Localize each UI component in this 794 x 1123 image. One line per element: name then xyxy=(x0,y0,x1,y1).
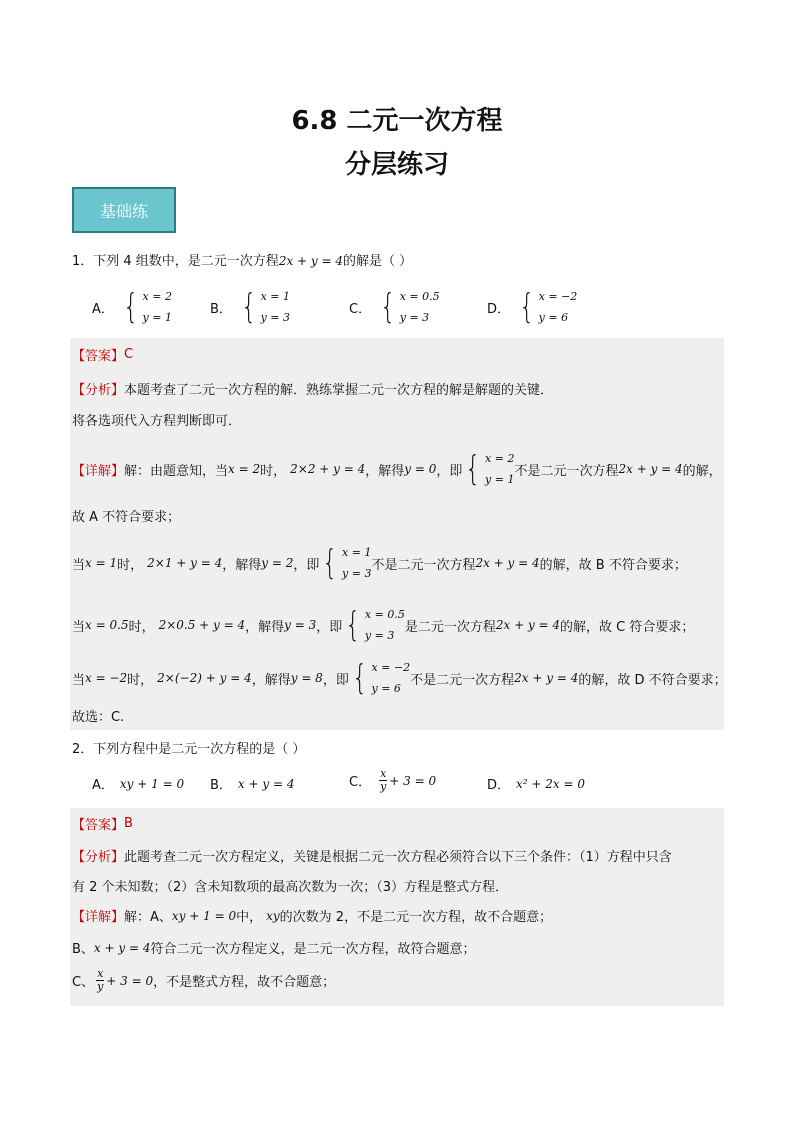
section-badge: 基础练 xyxy=(72,187,176,233)
calculation: 2×0.5 + y = 4 xyxy=(158,618,246,632)
solution: y = 0 xyxy=(404,462,437,476)
solution: y = 8 xyxy=(290,671,323,685)
system-y: y = 6 xyxy=(371,682,401,695)
page-title: 6.8 二元一次方程 xyxy=(291,106,503,136)
equation: + 3 = 0 xyxy=(106,973,154,988)
detail-text: 的解，故 C 符合要求； xyxy=(560,619,695,635)
system-y: y = 3 xyxy=(342,567,372,580)
question-1-option-b xyxy=(210,286,290,328)
analysis-text: 将各选项代入方程判断即可． xyxy=(72,414,242,429)
conclusion-text: 故选：C. xyxy=(72,710,125,725)
detail-text: 当 xyxy=(72,557,86,573)
left-brace-icon: { xyxy=(322,543,338,583)
system-x: x = 1 xyxy=(260,290,290,303)
question-1-detail-line-4 xyxy=(72,657,727,699)
detail-text: 是二元一次方程 xyxy=(404,619,496,635)
option-label: A． xyxy=(92,778,114,793)
left-brace-icon: { xyxy=(519,287,535,327)
system-x: x = 2 xyxy=(142,290,172,303)
question-1-analysis-line-2 xyxy=(72,410,241,429)
answer-tag: 【答案】 xyxy=(72,349,125,364)
condition: x = 0.5 xyxy=(85,618,129,632)
detail-text: 中， xyxy=(236,910,263,925)
page-subtitle: 分层练习 xyxy=(344,150,449,180)
option-label: D． xyxy=(487,778,511,793)
option-label: D． xyxy=(487,301,511,317)
condition: x = 1 xyxy=(85,556,118,570)
left-brace-icon: { xyxy=(345,605,361,645)
detail-text: 时， xyxy=(128,619,155,635)
detail-text: 时， xyxy=(260,463,287,479)
question-1-stem xyxy=(72,250,412,269)
option-label: C． xyxy=(349,301,372,317)
equation: 2x + y = 4 xyxy=(618,462,683,476)
analysis-text: 有 2 个未知数；（2）含未知数项的最高次数为一次；（3）方程是整式方程． xyxy=(72,880,509,895)
detail-text: ，即 xyxy=(436,463,463,479)
question-2-detail-line-2 xyxy=(72,938,476,957)
detail-text: 的解， xyxy=(682,463,722,479)
detail-text: 不是二元一次方程 xyxy=(410,672,515,688)
detail-text: 时， xyxy=(117,557,144,573)
condition: x = −2 xyxy=(85,671,128,685)
system-x: x = −2 xyxy=(371,661,411,674)
detail-text: ，解得 xyxy=(222,557,262,573)
detail-tag: 【详解】 xyxy=(72,910,125,925)
answer-value: B xyxy=(124,816,133,831)
denominator: y xyxy=(97,980,104,993)
detail-text: ，解得 xyxy=(245,619,285,635)
system-y: y = 1 xyxy=(485,473,515,486)
detail-text: 的解，故 B 不符合要求； xyxy=(539,557,687,573)
equation-system xyxy=(462,448,514,490)
left-brace-icon: { xyxy=(380,287,396,327)
detail-text: ，即 xyxy=(322,672,349,688)
detail-text: C、 xyxy=(72,975,95,990)
question-2-option-a xyxy=(92,774,184,793)
option-expression: + 3 = 0 xyxy=(389,773,437,788)
detail-text: 时， xyxy=(127,672,154,688)
equation-system xyxy=(349,657,410,699)
term: xy xyxy=(266,908,280,923)
answer-tag: 【答案】 xyxy=(72,818,125,833)
system-y: y = 3 xyxy=(364,629,395,642)
detail-text: ，解得 xyxy=(365,463,405,479)
question-1-answer xyxy=(72,345,133,364)
option-expression: x + y = 4 xyxy=(237,776,295,791)
detail-text: ，即 xyxy=(316,619,343,635)
option-label: B． xyxy=(210,301,232,317)
detail-text: 解：由题意知，当 xyxy=(124,463,229,479)
detail-text: ，即 xyxy=(293,557,320,573)
equation-system xyxy=(238,286,290,328)
question-2-detail-line-1 xyxy=(72,906,552,925)
option-expression: x² + 2x = 0 xyxy=(516,776,585,791)
option-label: B． xyxy=(210,778,232,793)
condition: x = 2 xyxy=(228,462,261,476)
system-x: x = 1 xyxy=(342,546,372,559)
question-2-answer xyxy=(72,814,133,833)
numerator: x xyxy=(380,767,387,780)
calculation: 2×1 + y = 4 xyxy=(147,556,223,570)
question-2-option-b xyxy=(210,774,294,793)
question-1-analysis-line-1 xyxy=(72,379,553,398)
question-1-option-d xyxy=(487,286,577,328)
option-label: A． xyxy=(92,301,114,317)
equation-system xyxy=(319,542,371,584)
system-x: x = 0.5 xyxy=(364,608,405,621)
detail-text: 不是二元一次方程 xyxy=(371,557,476,573)
question-2-option-c xyxy=(349,768,436,793)
answer-value: C xyxy=(124,347,134,362)
solution: y = 3 xyxy=(284,618,317,632)
detail-text: 解：A、 xyxy=(124,910,172,925)
equation: 2x + y = 4 xyxy=(514,671,579,685)
equation-system xyxy=(342,604,405,646)
equation-system xyxy=(377,286,440,328)
question-2-analysis-line-1 xyxy=(72,846,672,865)
numerator: x xyxy=(97,967,104,980)
detail-text: B、 xyxy=(72,942,94,957)
question-1-detail-line-2 xyxy=(72,542,687,584)
question-1-conclusion xyxy=(72,706,124,725)
detail-text: 当 xyxy=(72,672,86,688)
analysis-tag: 【分析】 xyxy=(72,850,125,865)
question-2-option-d xyxy=(487,774,585,793)
equation-system xyxy=(120,286,172,328)
question-2-detail-line-3 xyxy=(72,968,335,993)
detail-text: 的解，故 D 不符合要求； xyxy=(578,672,727,688)
question-1-suffix: 的解是（ ） xyxy=(343,254,413,269)
detail-text: 的次数为 2，不是二元一次方程，故不合题意； xyxy=(279,910,553,925)
equation: xy + 1 = 0 xyxy=(171,908,237,923)
system-x: x = −2 xyxy=(538,290,578,303)
analysis-text: 本题考查了二元一次方程的解．熟练掌握二元一次方程的解是解题的关键． xyxy=(124,383,554,398)
solution: y = 2 xyxy=(261,556,294,570)
detail-text: 符合二元一次方程定义，是二元一次方程，故符合题意； xyxy=(150,942,476,957)
question-1-detail-line-1 xyxy=(72,448,722,490)
question-1-option-a xyxy=(92,286,172,328)
system-y: y = 3 xyxy=(399,311,430,324)
question-2-analysis-line-2 xyxy=(72,876,508,895)
question-1-option-c xyxy=(349,286,440,328)
calculation: 2×2 + y = 4 xyxy=(290,462,366,476)
detail-text: 当 xyxy=(72,619,86,635)
left-brace-icon: { xyxy=(465,449,481,489)
question-1-prefix: 1．下列 4 组数中，是二元一次方程 xyxy=(72,254,279,269)
analysis-text: 此题考查二元一次方程定义，关键是根据二元一次方程必须符合以下三个条件：（1）方程中只含 xyxy=(124,850,672,865)
left-brace-icon: { xyxy=(352,658,368,698)
question-1-equation: 2x + y = 4 xyxy=(278,254,343,268)
left-brace-icon: { xyxy=(123,287,139,327)
detail-tag: 【详解】 xyxy=(72,463,125,479)
equation: 2x + y = 4 xyxy=(475,556,540,570)
system-y: y = 3 xyxy=(260,311,290,324)
option-label: C． xyxy=(349,775,372,790)
system-y: y = 6 xyxy=(538,311,569,324)
question-1-detail-line-3 xyxy=(72,604,694,646)
denominator: y xyxy=(380,780,387,793)
calculation: 2×(−2) + y = 4 xyxy=(157,671,252,685)
question-2-stem: 2．下列方程中是二元一次方程的是（ ） xyxy=(72,742,306,757)
system-y: y = 1 xyxy=(142,311,172,324)
detail-text: 不是二元一次方程 xyxy=(514,463,619,479)
system-x: x = 0.5 xyxy=(399,290,440,303)
detail-text: 故 A 不符合要求； xyxy=(72,510,181,525)
system-x: x = 2 xyxy=(485,452,515,465)
fraction xyxy=(379,768,387,793)
left-brace-icon: { xyxy=(241,287,257,327)
equation-system xyxy=(516,286,577,328)
fraction xyxy=(96,968,104,993)
detail-text: ，解得 xyxy=(251,672,291,688)
analysis-tag: 【分析】 xyxy=(72,383,125,398)
question-1-detail-line-1-tail xyxy=(72,506,180,525)
detail-text: ，不是整式方程，故不合题意； xyxy=(153,975,336,990)
option-expression: xy + 1 = 0 xyxy=(119,776,185,791)
equation: 2x + y = 4 xyxy=(495,618,561,632)
equation: x + y = 4 xyxy=(93,940,151,955)
